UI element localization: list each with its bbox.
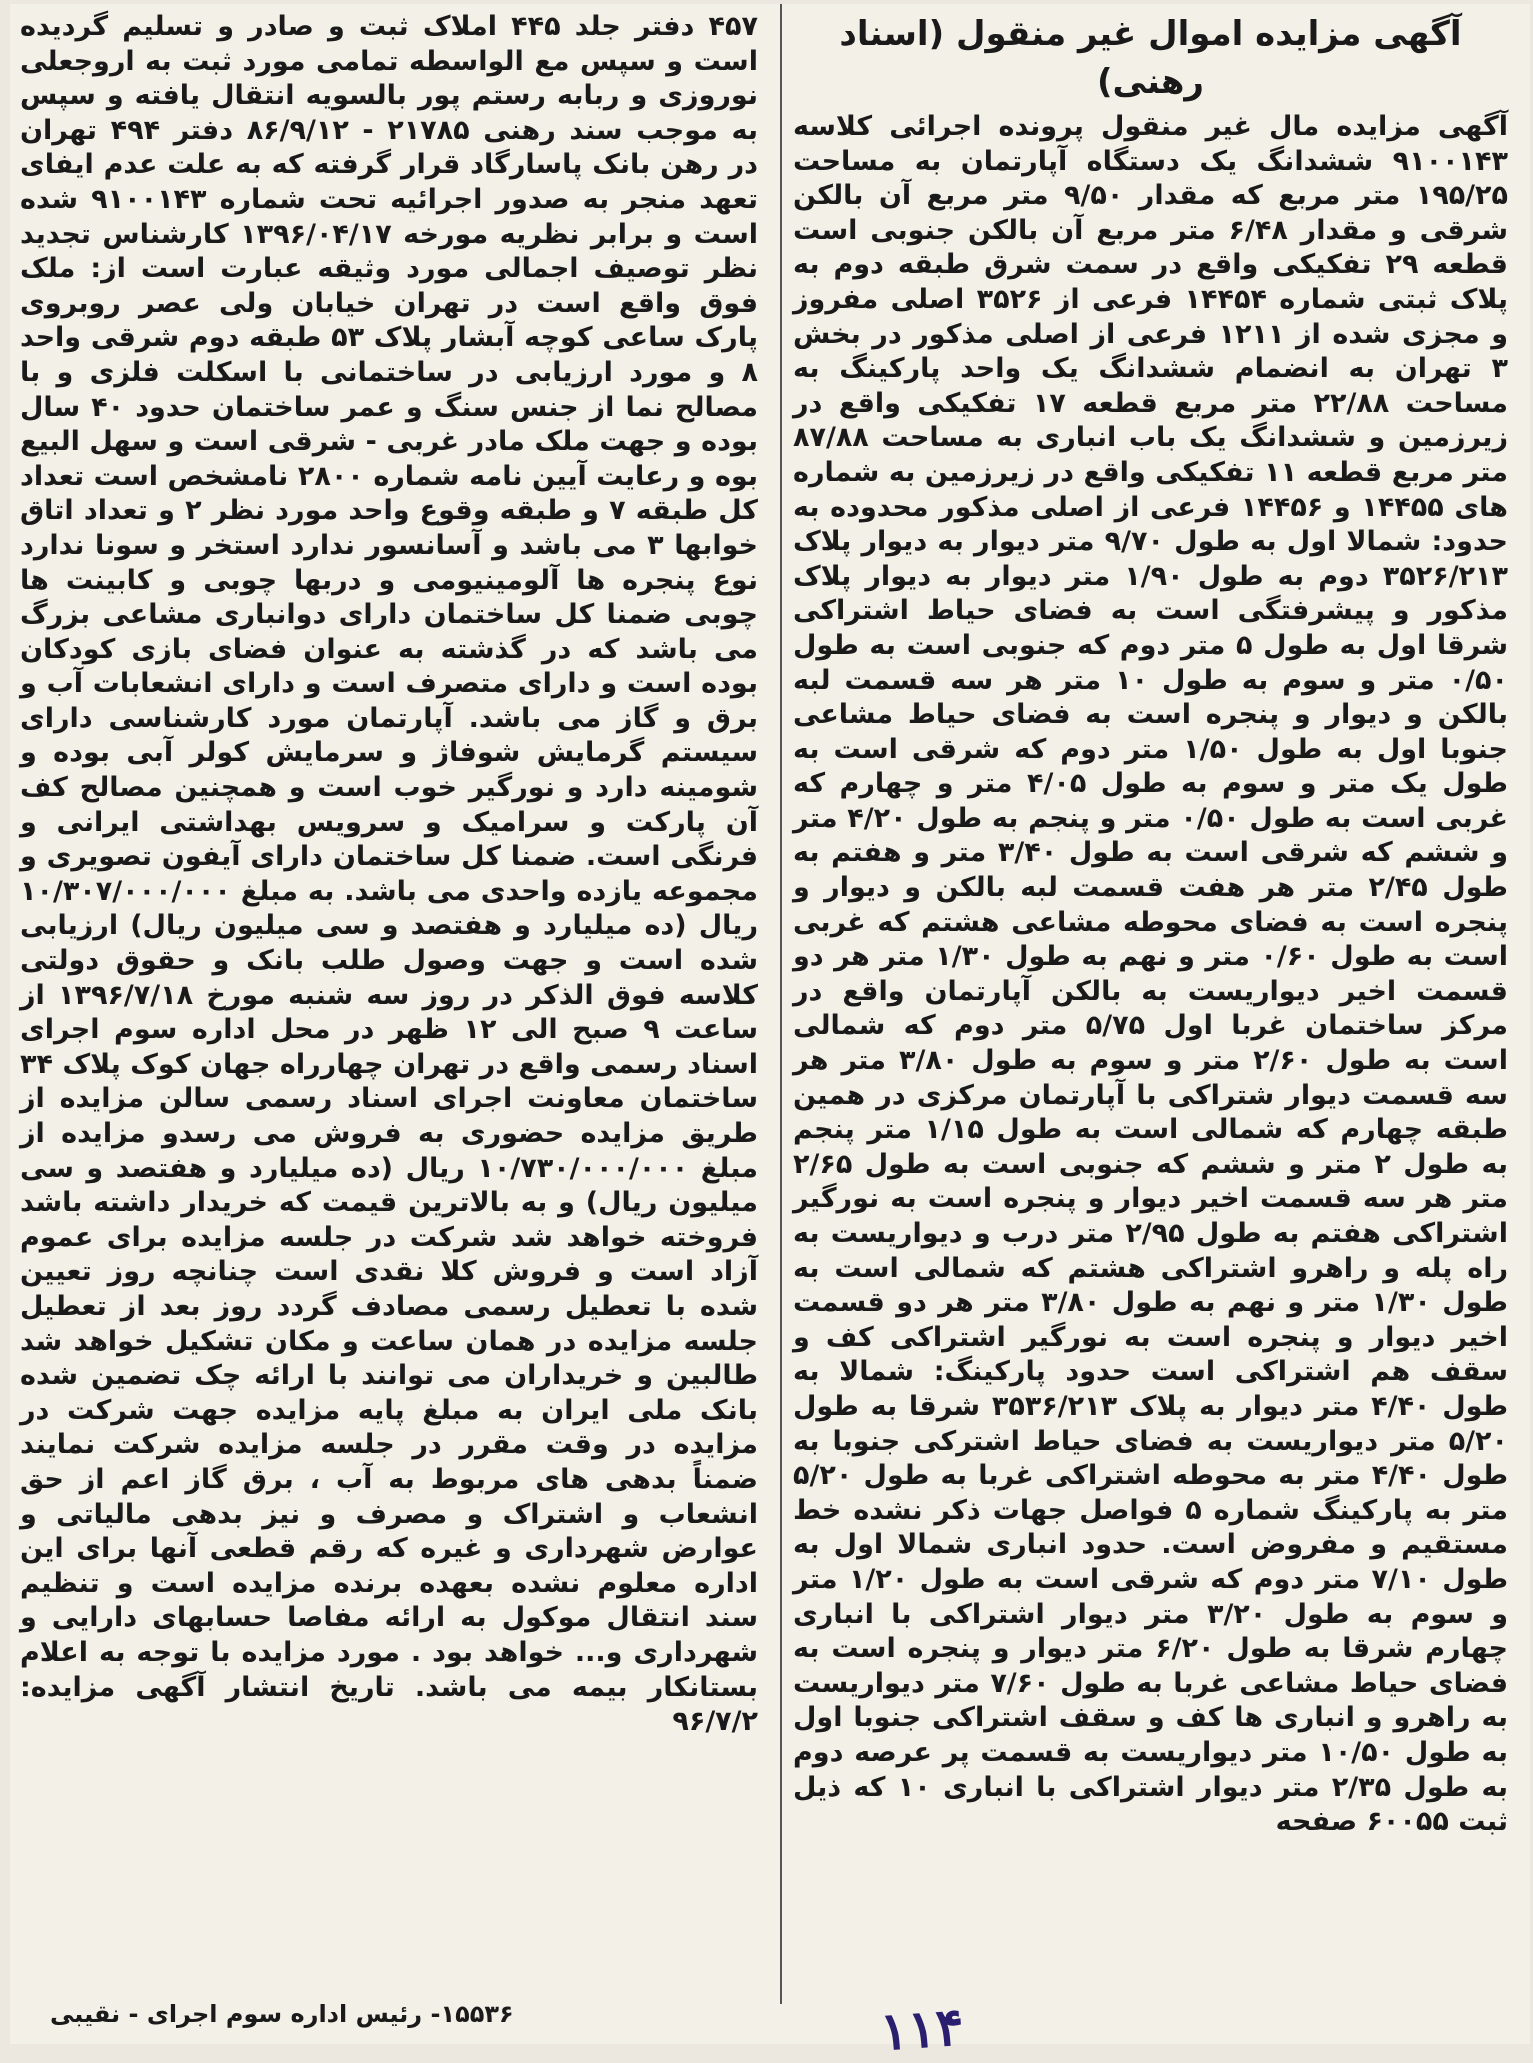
right-column [793,10,1508,1840]
handwritten-number: ۱۱۴ [877,1996,966,2063]
headline: آگهی مزایده اموال غیر منقول (اسناد رهنی) [839,14,1462,102]
newspaper-clipping [10,4,1530,2063]
column-divider [780,4,782,2004]
left-column [20,10,758,1740]
left-column-text: ۴۵۷ دفتر جلد ۴۴۵ املاک ثبت و صادر و تسلیم گردیده است و سپس مع الواسطه تمامی مورد ثبت به اروجعلی نوروزی و ربابه رستم پور بالسویه انتقال یافته و سپس به موجب سند رهنی ۲۱۷۸۵ - ۸۶/۹/۱۲ دفتر ۴۹۴ تهران در رهن بانک پاسارگاد قرار گرفته که به علت عدم ایفای تعهد منجر به صدور اجرائیه تحت شماره ۹۱۰۰۱۴۳ شده است و برابر نظریه مورخه ۱۳۹۶/۰۴/۱۷ کارشناس تجدید نظر توصیف اجمالی مورد وثیقه عبارت است از: ملک فوق واقع است در تهران خیابان ولی عصر روبروی پارک ساعی کوچه آبشار پلاک ۵۳ طبقه دوم شرقی واحد ۸ و مورد ارزیابی در ساختمانی با اسکلت فلزی و با مصالح نما از جنس سنگ و عمر ساختمان حدود ۴۰ سال بوده و جهت ملک مادر غربی - شرقی است و سهل البیع بوه و رعایت آیین نامه شماره ۲۸۰۰ نامشخص است تعداد کل طبقه ۷ و طبقه وقوع واحد مورد نظر ۲ و تعداد اتاق خوابها ۳ می باشد و آسانسور ندارد استخر و سونا ندارد نوع پنجره ها آلومینیومی و دربها چوبی و کابینت ها چوبی ضمنا کل ساختمان دارای دوانباری مشاعی بزرگ می باشد که در گذشته به عنوان فضای بازی کودکان بوده است و دارای متصرف است و دارای انشعابات آب و برق و گاز می باشد. آپارتمان مورد کارشناسی دارای سیستم گرمایش شوفاژ و سرمایش کولر آبی بوده و شومینه دارد و نورگیر خوب است و همچنین مصالح کف آن پارکت و سرامیک و سرویس بهداشتی ایرانی و فرنگی است. ضمنا کل ساختمان دارای آیفون تصویری و مجموعه یازده واحدی می باشد. به مبلغ ۱۰/۳۰۷/۰۰۰/۰۰۰ ریال (ده میلیارد و هفتصد و سی میلیون ریال) ارزیابی شده است و جهت وصول طلب بانک و حقوق دولتی کلاسه فوق الذکر در روز سه شنبه مورخ ۱۳۹۶/۷/۱۸ از ساعت ۹ صبح الی ۱۲ ظهر در محل اداره سوم اجرای اسناد رسمی واقع در تهران چهارراه جهان کوک پلاک ۳۴ ساختمان معاونت اجرای اسناد رسمی سالن مزایده از طریق مزایده حضوری به فروش می رسدو مزایده از مبلغ ۱۰/۷۳۰/۰۰۰/۰۰۰ ریال (ده میلیارد و هفتصد و سی میلیون ریال) و به بالاترین قیمت که خریدار داشته باشد فروخته خواهد شد شرکت در جلسه مزایده برای عموم آزاد است و فروش کلا نقدی است چنانچه روز تعیین شده با تعطیل رسمی مصادف گردد روز بعد از تعطیل جلسه مزایده در همان ساعت و مکان تشکیل خواهد شد طالبین و خریداران می توانند با ارائه چک تضمین شده بانک ملی ایران به مبلغ پایه مزایده جهت شرکت در مزایده در وقت مقرر در جلسه مزایده شرکت نمایند ضمناً بدهی های مربوط به آب ، برق گاز اعم از حق انشعاب و اشتراک و مصرف و نیز بدهی مالیاتی و عوارض شهرداری و غیره که رقم قطعی آنها برای این اداره معلوم نشده بعهده برنده مزایده است و تنظیم سند انتقال موکول به ارائه مفاصا حسابهای دارایی و شهرداری و... خواهد بود . مورد مزایده با توجه به اعلام بستانکار بیمه می باشد. تاریخ انتشار آگهی مزایده: ۹۶/۷/۲ [20,11,759,1738]
right-column-text: آگهی مزایده مال غیر منقول پرونده اجرائی کلاسه ۹۱۰۰۱۴۳ ششدانگ یک دستگاه آپارتمان به مساحت ۱۹۵/۲۵ متر مربع که مقدار ۹/۵۰ متر مربع آن بالکن شرقی و مقدار ۶/۴۸ متر مربع آن بالکن جنوبی است قطعه ۲۹ تفکیکی واقع در سمت شرق طبقه دوم به پلاک ثبتی شماره ۱۴۴۵۴ فرعی از ۳۵۲۶ اصلی مفروز و مجزی شده از ۱۲۱۱ فرعی از اصلی مذکور در بخش ۳ تهران به انضمام ششدانگ یک واحد پارکینگ به مساحت ۲۲/۸۸ متر مربع قطعه ۱۷ تفکیکی واقع در زیرزمین و ششدانگ یک باب انباری به مساحت ۸۷/۸۸ متر مربع قطعه ۱۱ تفکیکی واقع در زیرزمین به شماره های ۱۴۴۵۵ و ۱۴۴۵۶ فرعی از اصلی مذکور محدوده به حدود: شمالا اول به طول ۹/۷۰ متر دیوار به دیوار پلاک ۳۵۲۶/۲۱۳ دوم به طول ۱/۹۰ متر دیوار به دیوار پلاک مذکور و پیشرفتگی است به فضای حیاط اشتراکی شرقا اول به طول ۵ متر دوم که جنوبی است به طول ۰/۵۰ متر و سوم به طول ۱۰ متر هر سه قسمت لبه بالکن و دیوار و پنجره است به فضای حیاط مشاعی جنوبا اول به طول ۱/۵۰ متر دوم که شرقی است به طول یک متر و سوم به طول ۴/۰۵ متر و چهارم که غربی است به طول ۰/۵۰ متر و پنجم به طول ۴/۲۰ متر و ششم که شرقی است به طول ۳/۴۰ متر و هفتم به طول ۲/۴۵ متر هر هفت قسمت لبه بالکن و دیوار و پنجره است به فضای محوطه مشاعی هشتم که غربی است به طول ۰/۶۰ متر و نهم به طول ۱/۳۰ متر هر دو قسمت اخیر دیواریست به بالکن آپارتمان واقع در مرکز ساختمان غربا اول ۵/۷۵ متر دوم که شمالی است به طول ۲/۶۰ متر و سوم به طول ۳/۸۰ متر هر سه قسمت دیوار شتراکی با آپارتمان مرکزی در همین طبقه چهارم که شمالی است به طول ۱/۱۵ متر پنجم به طول ۲ متر و ششم که جنوبی است به طول ۲/۶۵ متر هر سه قسمت اخیر دیوار و پنجره است به نورگیر اشتراکی هفتم به طول ۲/۹۵ متر درب و دیواریست به راه پله و راهرو اشتراکی هشتم که شمالی است به طول ۱/۳۰ متر و نهم به طول ۳/۸۰ متر هر دو قسمت اخیر دیوار و پنجره است به نورگیر اشتراکی کف و سقف هم اشتراکی است حدود پارکینگ: شمالا به طول ۴/۴۰ متر دیوار به پلاک ۳۵۳۶/۲۱۳ شرقا به طول ۵/۲۰ متر دیواریست به فضای حیاط اشترکی جنوبا به طول ۴/۴۰ متر به محوطه اشتراکی غربا به طول ۵/۲۰ متر به پارکینگ شماره ۵ فواصل جهات ذکر نشده خط مستقیم و مفروض است. حدود انباری شمالا اول به طول ۷/۱۰ متر دوم که شرقی است به طول ۱/۲۰ متر و سوم به طول ۳/۲۰ متر دیوار اشتراکی با انباری چهارم شرقا به طول ۶/۲۰ متر دیوار و پنجره است به فضای حیاط مشاعی غربا به طول ۷/۶۰ متر دیواریست به راهرو و انباری ها کف و سقف اشتراکی جنوبا اول به طول ۱۰/۵۰ متر دیواریست به قسمت پر عرصه دوم به طول ۲/۳۵ متر دیوار اشتراکی با انباری ۱۰ که ذیل ثبت ۶۰۰۵۵ صفحه [793,111,1509,1838]
footer-signature: ۱۵۵۳۶- رئیس اداره سوم اجرای - نقیبی [50,2000,514,2028]
